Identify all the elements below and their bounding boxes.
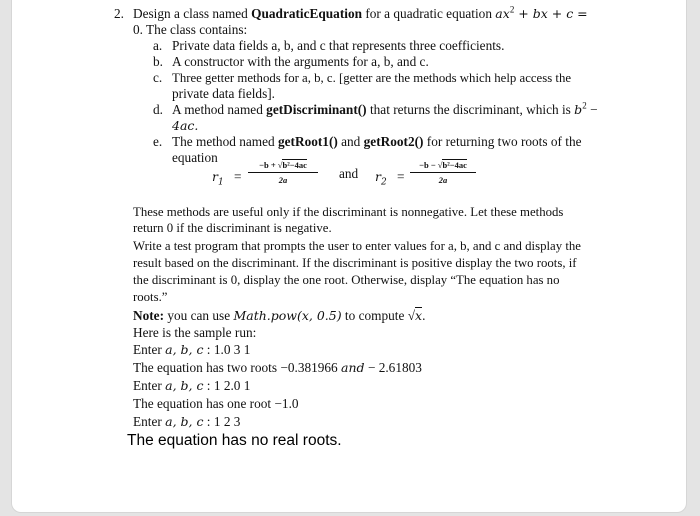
r2-numerator: −b − √b²−4ac [419,160,467,170]
sample-run-heading: Here is the sample run: [133,325,257,340]
sample-run1-input: 1.0 3 1 [213,342,251,357]
item-b-text: A constructor with the arguments for a, b, and c. [172,54,429,69]
r1-equals: = [234,169,242,184]
r1-fraction-bar [248,172,318,173]
sqrt-symbol: √ [407,308,416,323]
paragraph2-line4: roots.” [133,290,168,304]
sample-run1-output: The equation has two roots −0.381966 and − 2.61803 [133,360,422,375]
r1-label: $r_1$ [212,169,224,188]
method-get-root2: getRoot2() [363,134,424,149]
note-radicand: x [415,308,423,323]
method-get-root1: getRoot1() [277,134,338,149]
document-page [11,0,687,513]
paragraph2-line2: result based on the discriminant. If the discriminant is positive display the two roots, if [133,256,577,270]
item-e-suffix: for returning two roots of the [423,134,582,149]
paragraph2-line1: Write a test program that prompts the user to enter values for a, b, and c and display the [133,239,581,253]
item-c-label: c. [153,70,163,85]
question-number: 2. [114,6,124,21]
item-d-math: b [574,102,583,117]
r1-fraction [248,160,318,186]
item-d-math-tail: − [586,102,598,117]
sample-run2-output: The equation has one root −1.0 [133,396,299,411]
sample-run3-prompt: Enter a, b, c : 1 2 3 [133,414,241,429]
item-a-label: a. [153,38,163,53]
sample-run2-input: 1 2.0 1 [213,378,251,393]
paragraph1-line1: These methods are useful only if the discriminant is nonnegative. Let these methods [133,205,564,219]
item-d-exponent: 2 [582,100,587,111]
method-get-discriminant: getDiscriminant() [266,102,367,117]
r2-fraction-bar [410,172,476,173]
r2-fraction [410,160,476,186]
item-e-line1 [172,134,582,150]
item-d-line2: 4ac. [172,118,199,133]
class-name: QuadraticEquation [251,6,363,21]
formula-and: and [339,166,359,181]
sample-run1-prompt: Enter a, b, c : 1.0 3 1 [133,342,251,357]
r2-equals: = [397,169,405,184]
item-e-prefix: The method named [172,134,278,149]
r2-denominator: 2a [438,175,448,185]
item-c-line1: Three getter methods for a, b, c. [getter are the methods which help access the [172,71,572,85]
note-line [133,308,425,324]
item-d-label: d. [153,102,163,117]
item-b-label: b. [153,54,163,69]
sample-run3-input: 1 2 3 [213,414,241,429]
item-d-prefix: A method named [172,102,267,117]
sample-run3-output: The equation has no real roots. [127,432,342,449]
equation-head: ax [495,6,510,21]
note-text-middle: to compute [341,308,408,323]
item-d-suffix: that returns the discriminant, which is [366,102,575,117]
note-label: Note: [133,308,165,323]
note-code: Math.pow(x, 0.5) [233,308,342,323]
item-c-line2: private data fields]. [172,86,276,101]
r1-denominator: 2a [278,175,288,185]
sample-run2-prompt: Enter a, b, c : 1 2.0 1 [133,378,251,393]
r1-numerator: −b + √b²−4ac [259,160,307,170]
item-e-label: e. [153,134,163,149]
equation-tail: + bx + c = [514,6,588,21]
note-text-prefix: you can use [164,308,234,323]
equation-exponent: 2 [509,4,515,15]
paragraph1-line2: return 0 if the discriminant is negative. [133,221,332,235]
r2-label: $r_2$ [375,169,387,188]
question-intro [133,6,588,22]
intro-prefix: Design a class named [133,6,252,21]
paragraph2-line3: the discriminant is 0, display the one root. Otherwise, display “The equation has no [133,273,560,287]
item-e-middle: and [337,134,364,149]
item-e-line2: equation [172,150,218,165]
item-d-line1 [172,102,598,118]
intro-suffix: for a quadratic equation [362,6,496,21]
note-text-suffix: . [422,308,426,323]
equation-rhs: 0. The class contains: [133,22,248,37]
item-a-text: Private data fields a, b, and c that represents three coefficients. [172,38,505,53]
